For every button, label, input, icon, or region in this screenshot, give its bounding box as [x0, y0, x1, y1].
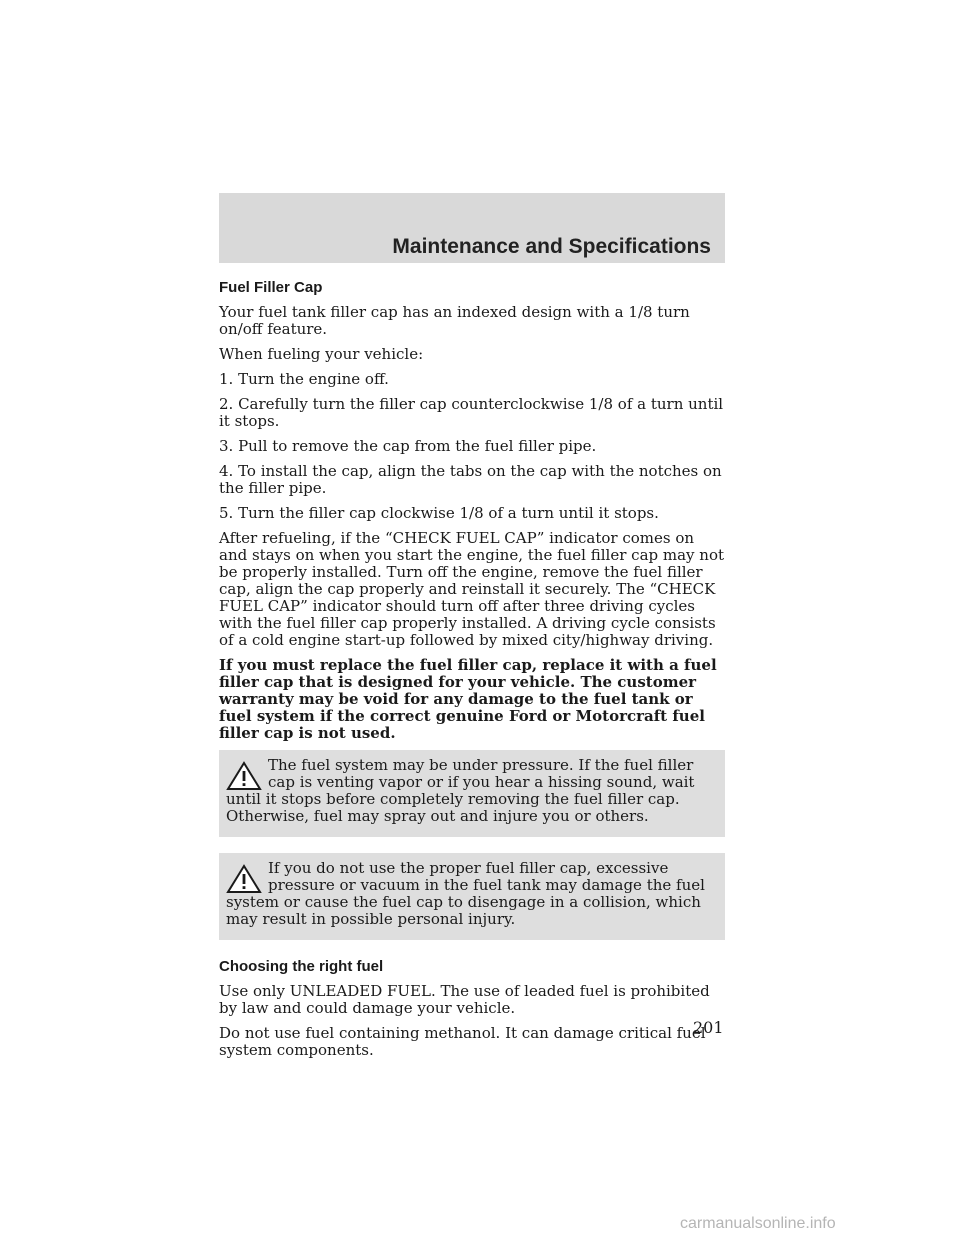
warning-triangle-icon [226, 864, 262, 894]
section-title: Maintenance and Specifications [392, 235, 711, 258]
page-content [219, 279, 725, 1067]
step-4: 4. To install the cap, align the tabs on the cap with the notches on the filler pipe. [219, 462, 722, 497]
warning-text: The fuel system may be under pressure. If the fuel filler cap is venting vapor or if you hear a hissing sound, wait until it stops before completely removing the fuel filler cap. Otherwise, fuel may spray out and injure you or others. [226, 756, 695, 825]
methanol-paragraph: Do not use fuel containing methanol. It can damage critical fuel system components. [219, 1024, 706, 1059]
intro-paragraph: Your fuel tank filler cap has an indexed design with a 1/8 turn on/off feature. [219, 303, 690, 338]
when-fueling-label: When fueling your vehicle: [219, 345, 424, 363]
warning-triangle-icon [226, 761, 262, 791]
warning-box-pressure [219, 750, 725, 837]
warning-box-improper-cap [219, 853, 725, 940]
step-3: 3. Pull to remove the cap from the fuel filler pipe. [219, 437, 597, 455]
unleaded-fuel-paragraph: Use only UNLEADED FUEL. The use of leaded fuel is prohibited by law and could damage your vehicle. [219, 982, 710, 1017]
step-1: 1. Turn the engine off. [219, 370, 389, 388]
watermark: carmanualsonline.info [680, 1215, 836, 1232]
page-number: 201 [693, 1018, 724, 1037]
step-2: 2. Carefully turn the filler cap counterclockwise 1/8 of a turn until it stops. [219, 395, 724, 430]
step-5: 5. Turn the filler cap clockwise 1/8 of a turn until it stops. [219, 504, 659, 522]
after-refueling-paragraph: After refueling, if the “CHECK FUEL CAP” indicator comes on and stays on when you start the engine, the fuel filler cap may not be properly installed. Turn off the engine, remove the fuel filler cap, align the cap properly and reinstall it securely. The “CHECK FUEL CAP” indicator should turn off after three driving cycles with the fuel filler cap properly installed. A driving cycle consists of a cold engine start-up followed by mixed city/highway driving. [219, 529, 725, 649]
warning-text: If you do not use the proper fuel filler cap, excessive pressure or vacuum in the fuel tank may damage the fuel system or cause the fuel cap to disengage in a collision, which may result in possible personal injury. [226, 859, 705, 928]
heading-choosing-fuel: Choosing the right fuel [219, 958, 384, 975]
replace-cap-note: If you must replace the fuel filler cap, replace it with a fuel filler cap that is designed for your vehicle. The customer warranty may be void for any damage to the fuel tank or fuel system if the correct genuine Ford or Motorcraft fuel filler cap is not used. [219, 656, 717, 742]
heading-fuel-filler-cap: Fuel Filler Cap [219, 279, 323, 296]
section-header [219, 193, 725, 263]
